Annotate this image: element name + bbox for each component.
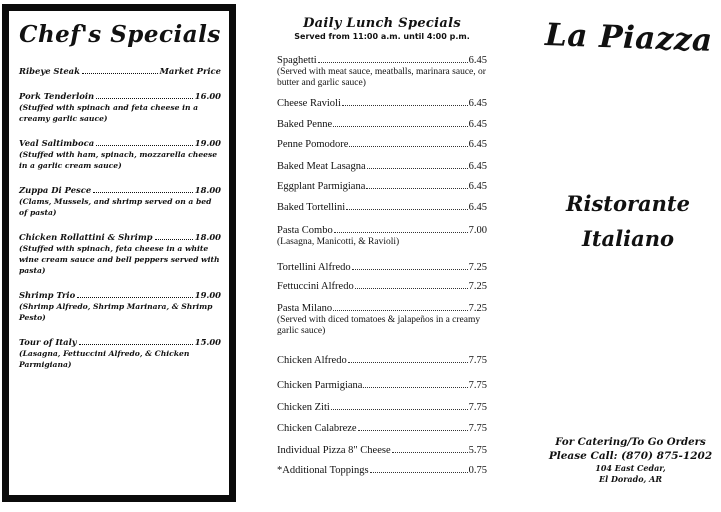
lunch-special-description: (Served with diced tomatoes & jalapeños in a creamy garlic sauce) [277,315,481,336]
lunch-special-item [277,402,487,414]
lunch-special-name: Individual Pizza 8" Cheese [277,445,391,456]
lunch-special-item [277,55,487,89]
chefs-specials-title: Chef's Specials [19,21,221,48]
dot-leader [331,409,468,410]
lunch-special-price: 7.75 [468,402,487,413]
lunch-special-price: 7.75 [468,355,487,366]
chef-special-item [19,91,221,124]
dot-leader [82,73,158,74]
chef-special-description: (Clams, Mussels, and shrimp served on a bed of pasta) [19,197,212,217]
dot-leader [318,62,468,63]
lunch-special-price: 0.75 [468,465,487,476]
chef-special-price: 19.00 [194,138,221,148]
lunch-special-price: 7.25 [468,262,487,273]
chefs-specials-list [19,66,221,370]
lunch-special-price: 6.45 [468,181,487,192]
lunch-special-item [277,181,487,193]
lunch-special-row [277,181,487,193]
chef-special-name: Ribeye Steak [19,66,80,76]
dot-leader [348,362,468,363]
dot-leader [349,146,467,147]
lunch-special-price: 6.45 [468,55,487,66]
dot-leader [79,344,193,345]
lunch-special-price: 7.75 [468,423,487,434]
lunch-special-description: (Lasagna, Manicotti, & Ravioli) [277,237,400,247]
lunch-specials-subtitle: Served from 11:00 a.m. until 4:00 p.m. [294,32,470,41]
lunch-special-row [277,161,487,173]
lunch-special-row [277,423,487,435]
lunch-special-row [277,445,487,457]
lunch-special-row [277,202,487,214]
lunch-special-price: 7.00 [468,225,487,236]
dot-leader [355,288,468,289]
chef-special-item [19,337,221,370]
lunch-special-price: 6.45 [468,119,487,130]
lunch-special-name: Pasta Combo [277,225,333,236]
chef-special-description: (Lasagna, Fettuccini Alfredo, & Chicken Parmigiana) [19,349,190,369]
chef-special-row [19,91,221,102]
dot-leader [77,297,193,298]
lunch-special-item [277,202,487,214]
chef-special-name: Tour of Italy [19,337,77,347]
lunch-special-description: (Served with meat sauce, meatballs, marinara sauce, or butter and garlic sauce) [277,67,486,88]
chef-special-item [19,138,221,171]
restaurant-subtitle-line2: Italiano [582,226,674,251]
dot-leader [366,188,467,189]
chef-special-price: Market Price [159,66,221,76]
lunch-special-row [277,465,487,477]
dot-leader [352,269,468,270]
chef-special-row [19,337,221,348]
chef-special-name: Veal Saltimboca [19,138,95,148]
lunch-special-name: Chicken Ziti [277,402,330,413]
dot-leader [96,98,193,99]
lunch-special-row [277,139,487,151]
lunch-special-item [277,161,487,173]
lunch-special-price: 6.45 [468,202,487,213]
address-street: 104 East Cedar, [595,463,666,473]
lunch-special-name: Baked Tortellini [277,202,346,213]
lunch-special-row [277,119,487,131]
lunch-special-name: Baked Penne [277,119,333,130]
lunch-special-item [277,380,487,392]
lunch-special-item [277,281,487,293]
dot-leader [334,232,468,233]
lunch-special-price: 7.25 [468,303,487,314]
lunch-special-name: Pasta Milano [277,303,333,314]
chef-special-row [19,66,221,77]
lunch-special-row [277,98,487,110]
chef-special-item [19,290,221,323]
dot-leader [342,105,468,106]
lunch-special-price: 6.45 [468,161,487,172]
chef-special-price: 18.00 [194,232,221,242]
lunch-special-row [277,355,487,367]
chef-special-price: 19.00 [194,290,221,300]
chef-special-item [19,232,221,276]
chef-special-name: Zuppa Di Pesce [19,185,92,195]
lunch-special-price: 7.75 [468,380,487,391]
chef-special-row [19,290,221,301]
lunch-special-row [277,380,487,392]
dot-leader [333,126,468,127]
lunch-special-item [277,423,487,435]
lunch-special-item [277,303,487,337]
lunch-special-row [277,225,487,237]
restaurant-name: La Piazza [544,17,714,59]
chef-special-price: 15.00 [194,337,221,347]
lunch-special-name: Fettuccini Alfredo [277,281,354,292]
chef-special-row [19,185,221,196]
lunch-special-name: Chicken Calabreze [277,423,357,434]
chef-special-name: Pork Tenderloin [19,91,95,101]
chef-special-description: (Stuffed with spinach, feta cheese in a white wine cream sauce and bell peppers served with pasta) [19,244,220,275]
lunch-special-item [277,445,487,457]
catering-text: For Catering/To Go Orders [555,436,706,448]
lunch-special-name: Eggplant Parmigiana [277,181,366,192]
lunch-special-name: Spaghetti [277,55,317,66]
lunch-special-row [277,262,487,274]
dot-leader [96,145,193,146]
lunch-special-item [277,119,487,131]
restaurant-subtitle [548,186,708,256]
restaurant-subtitle-line1: Ristorante [566,191,690,216]
lunch-special-price: 5.75 [468,445,487,456]
chef-special-name: Shrimp Trio [19,290,76,300]
dot-leader [358,430,468,431]
lunch-special-name: Chicken Parmigiana [277,380,363,391]
chefs-specials-panel [2,4,236,502]
dot-leader [363,387,467,388]
dot-leader [370,472,468,473]
chef-special-item [19,185,221,218]
lunch-special-name: Baked Meat Lasagna [277,161,366,172]
lunch-special-item [277,98,487,110]
chef-special-row [19,232,221,243]
phone-text: Please Call: (870) 875-1202 [548,450,713,462]
contact-info [540,436,721,485]
chef-special-description: (Shrimp Alfredo, Shrimp Marinara, & Shrimp Pesto) [19,302,213,322]
lunch-special-price: 7.25 [468,281,487,292]
lunch-special-name: Penne Pomodore [277,139,349,150]
lunch-special-price: 6.45 [468,139,487,150]
dot-leader [392,452,468,453]
lunch-special-item [277,225,487,248]
lunch-special-row [277,303,487,315]
chef-special-description: (Stuffed with ham, spinach, mozzarella cheese in a garlic cream sauce) [19,150,218,170]
lunch-special-name: Chicken Alfredo [277,355,347,366]
lunch-special-name: Tortellini Alfredo [277,262,351,273]
dot-leader [333,310,468,311]
chef-special-description: (Stuffed with spinach and feta cheese in a creamy garlic sauce) [19,103,199,123]
lunch-special-row [277,402,487,414]
lunch-specials-title: Daily Lunch Specials [303,16,461,31]
chef-special-price: 18.00 [194,185,221,195]
chefs-specials-inner [9,11,229,495]
lunch-special-item [277,262,487,274]
lunch-special-item [277,465,487,477]
lunch-special-row [277,281,487,293]
lunch-special-name: Cheese Ravioli [277,98,341,109]
chef-special-price: 16.00 [194,91,221,101]
dot-leader [155,239,193,240]
lunch-special-item [277,355,487,367]
chef-special-item [19,66,221,77]
lunch-special-item [277,139,487,151]
lunch-special-price: 6.45 [468,98,487,109]
chef-special-row [19,138,221,149]
lunch-specials-panel [277,16,487,476]
dot-leader [93,192,193,193]
dot-leader [367,168,468,169]
chef-special-name: Chicken Rollattini & Shrimp [19,232,153,242]
lunch-special-name: *Additional Toppings [277,465,369,476]
lunch-special-row [277,55,487,67]
address-city: El Dorado, AR [599,474,662,484]
dot-leader [346,209,467,210]
